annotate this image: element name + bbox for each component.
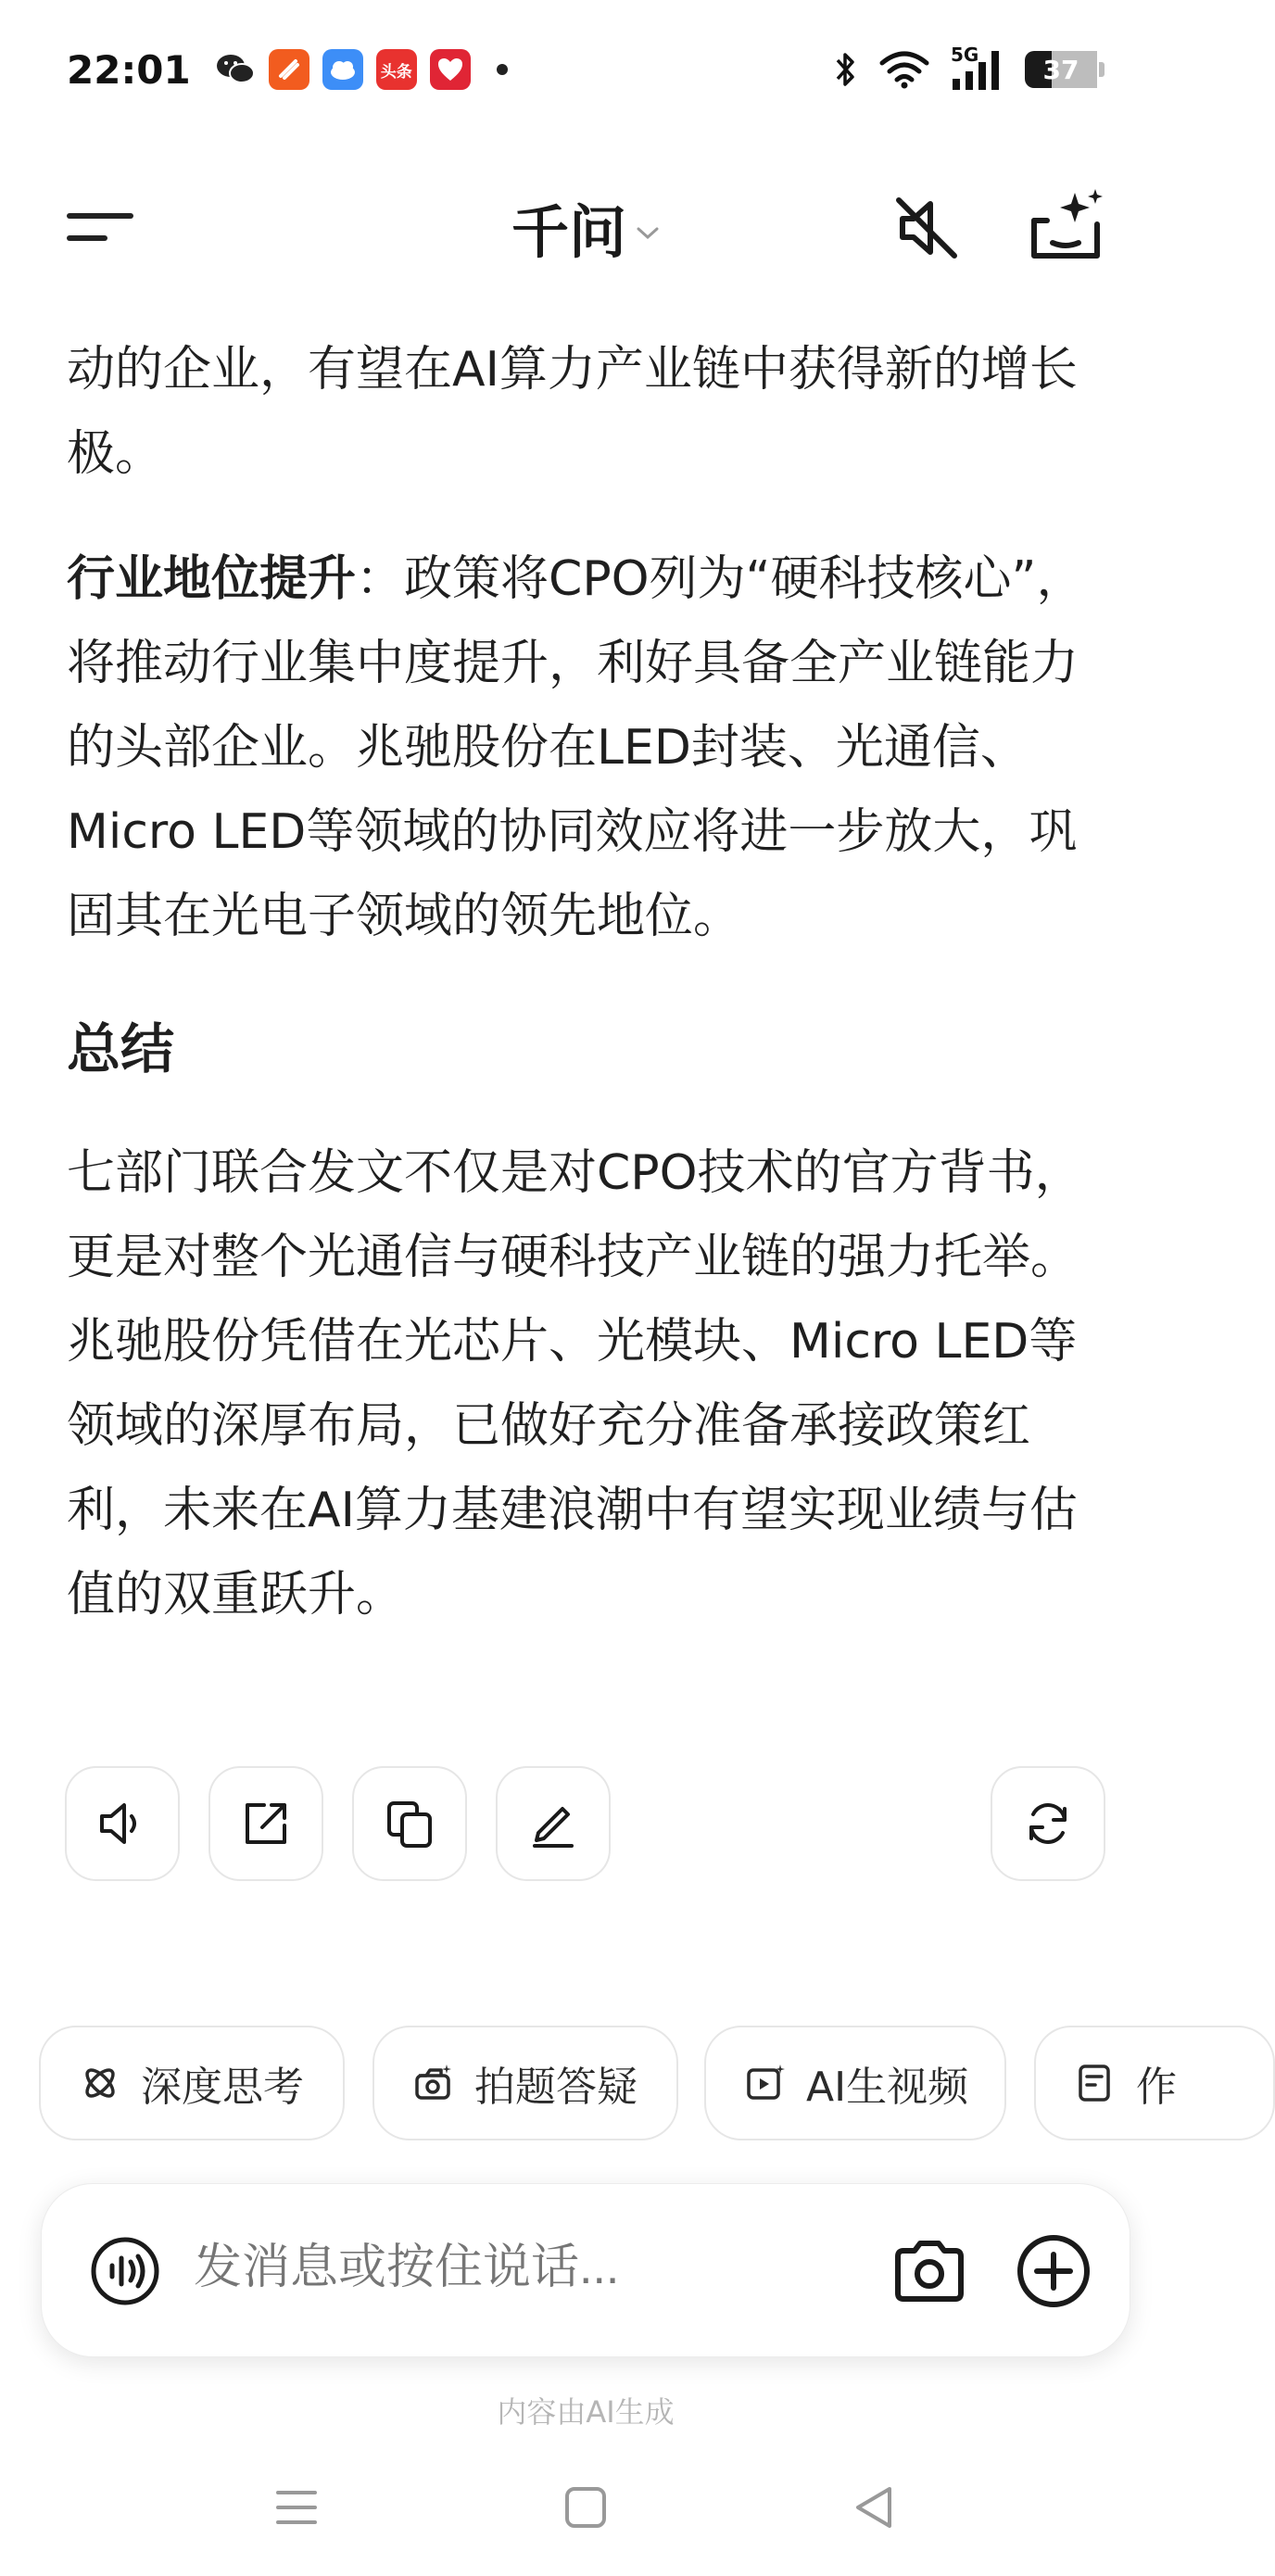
- camera-icon: [890, 2232, 968, 2310]
- new-chat-button[interactable]: [1027, 187, 1105, 265]
- status-bar: [0, 0, 1171, 139]
- mute-button[interactable]: [890, 191, 964, 265]
- copy-icon: [384, 1798, 436, 1850]
- paragraph-2-text: ：政策将CPO列为“硬科技核心”，将推动行业集中度提升，利好具备全产业链能力的头部企业。兆驰股份在LED封装、光通信、Micro LED等领域的协同效应将进一步放大，巩固其在光电子领域的领先地位。: [67, 551, 1085, 944]
- toutiao-icon: 头条: [376, 49, 417, 90]
- app-header: [0, 167, 1171, 287]
- nav-menu-button[interactable]: [267, 2478, 326, 2537]
- share-icon: [240, 1798, 292, 1850]
- weather-icon: [322, 49, 363, 90]
- read-aloud-button[interactable]: [65, 1766, 180, 1881]
- menu-icon-line: [67, 235, 107, 241]
- suggestion-chips: [39, 2026, 1177, 2142]
- edit-icon: [527, 1798, 579, 1850]
- ai-disclaimer: 内容由AI生成: [497, 2394, 675, 2430]
- chip-label: 作: [1136, 2064, 1177, 2111]
- status-app-icons: [215, 49, 508, 90]
- add-button[interactable]: [1015, 2232, 1092, 2310]
- camera-button[interactable]: [890, 2232, 968, 2310]
- status-time: 22:01: [67, 46, 191, 93]
- battery-cap: [1099, 62, 1105, 77]
- new-chat-icon: [1027, 187, 1105, 265]
- chip-label: AI生视频: [806, 2064, 969, 2111]
- voice-wave-icon: [90, 2236, 160, 2306]
- system-nav-bar: [0, 2456, 1171, 2557]
- speaker-icon: [96, 1798, 148, 1850]
- page-title: 千问: [511, 197, 626, 266]
- paragraph-2-heading: 行业地位提升: [67, 551, 357, 607]
- message-input[interactable]: [194, 2240, 842, 2295]
- mute-icon: [890, 191, 964, 265]
- status-indicators: [832, 44, 1105, 92]
- share-button[interactable]: [208, 1766, 323, 1881]
- wifi-icon: [878, 50, 930, 89]
- section-title: 总结: [67, 1017, 175, 1080]
- chip-writing[interactable]: [1034, 2026, 1275, 2140]
- nav-home-icon: [556, 2478, 615, 2537]
- menu-button[interactable]: [67, 204, 141, 250]
- message-composer: [41, 2183, 1130, 2357]
- plus-icon: [1015, 2232, 1092, 2310]
- battery-level: 37: [1042, 54, 1079, 85]
- message-content: [67, 328, 1105, 1637]
- app-red-icon: [430, 49, 471, 90]
- model-selector[interactable]: [511, 186, 660, 269]
- voice-button[interactable]: [90, 2236, 160, 2306]
- menu-icon: [67, 213, 133, 219]
- regenerate-button[interactable]: [991, 1766, 1105, 1881]
- chip-deep-think[interactable]: [39, 2026, 345, 2140]
- message-actions: [65, 1766, 1106, 1881]
- bluetooth-icon: [832, 49, 858, 90]
- edit-button[interactable]: [496, 1766, 611, 1881]
- content-paragraph-2: [67, 537, 1105, 959]
- nav-back-icon: [845, 2478, 904, 2537]
- wechat-icon: [215, 49, 256, 90]
- copy-button[interactable]: [352, 1766, 467, 1881]
- nav-home-button[interactable]: [556, 2478, 615, 2537]
- chip-ai-video[interactable]: [704, 2026, 1006, 2140]
- app-orange-icon: [269, 49, 309, 90]
- regenerate-icon: [1022, 1798, 1074, 1850]
- chip-label: 深度思考: [141, 2064, 304, 2111]
- chip-label: 拍题答疑: [474, 2064, 638, 2111]
- ai-video-icon: [745, 2063, 786, 2103]
- battery-indicator: [1025, 51, 1097, 88]
- nav-menu-icon: [267, 2478, 326, 2537]
- signal-icon: [951, 47, 1004, 92]
- writing-icon: [1075, 2063, 1116, 2103]
- content-paragraph-3: 七部门联合发文不仅是对CPO技术的官方背书，更是对整个光通信与硬科技产业链的强力托举。兆驰股份凭借在光芯片、光模块、Micro LED等领域的深厚布局，已做好充分准备承接政策红利，未来在AI算力基建浪潮中有望实现业绩与估值的双重跃升。: [67, 1145, 1083, 1623]
- nav-back-button[interactable]: [845, 2478, 904, 2537]
- chevron-down-icon: [636, 217, 660, 247]
- network-type: 5G: [951, 44, 979, 66]
- chip-photo-question[interactable]: [372, 2026, 678, 2140]
- notification-dot: [497, 64, 508, 75]
- deep-think-icon: [80, 2063, 120, 2103]
- photo-question-icon: [413, 2063, 454, 2103]
- signal-indicator: [951, 44, 1004, 92]
- content-paragraph-1: 动的企业，有望在AI算力产业链中获得新的增长极。: [67, 342, 1078, 482]
